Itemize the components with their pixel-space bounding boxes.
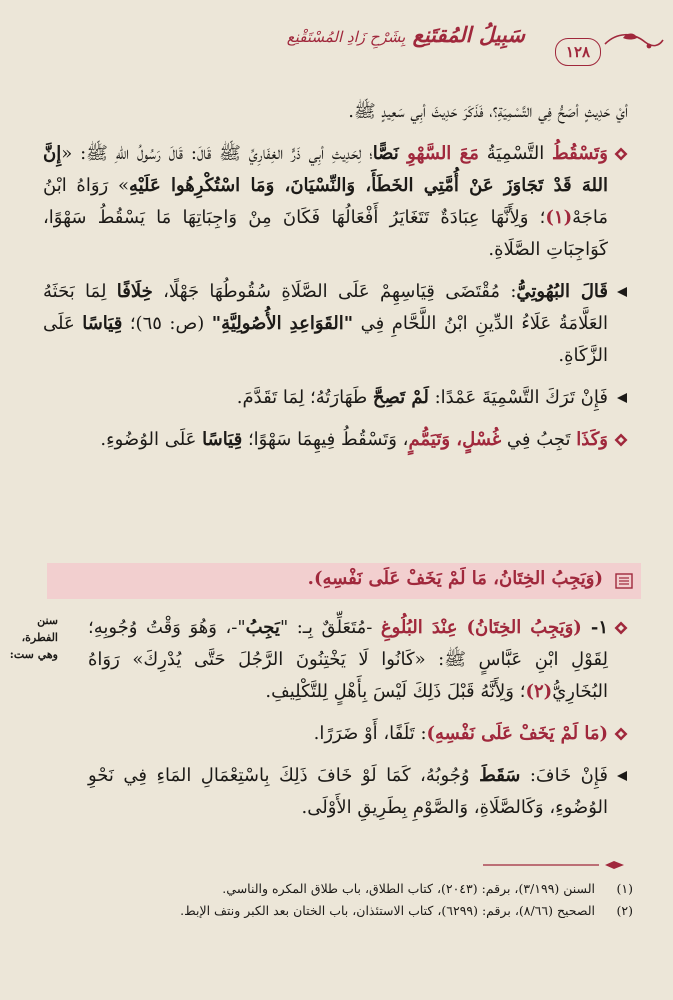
triangle-bullet-icon — [614, 285, 628, 299]
text-segment: غُسْلٍ، وَتَيَمُّمٍ — [408, 429, 502, 450]
footnotes — [38, 878, 633, 922]
footnote-number: (١) — [616, 881, 633, 896]
text-segment: (ص: ٦٥)؛ — [122, 313, 212, 334]
footnote — [38, 900, 633, 922]
margin-note-line: وهي ست: — [9, 648, 58, 661]
text-segment: (وَيَجِبُ الخِتَانُ) عِنْدَ البُلُوغِ — [380, 617, 582, 638]
text-segment: "القَوَاعِدِ الأُصُولِيَّةِ" — [211, 313, 354, 334]
main-text — [43, 96, 628, 466]
text-segment: (مَا لَمْ يَخَفْ عَلَى نَفْسِهِ) — [426, 723, 608, 744]
text-segment: ؛ وَلِأَنَّهَا عِبَادَةٌ تَتَغَايَرُ أَفْعَالُهَا فَكَانَ مِنْ وَاجِبَاتِهَا مَا يَسْقُطُ سَهْوًا، كَوَاجِبَاتِ الصَّلَاةِ. — [43, 207, 608, 260]
margin-note-line: سنن الفطرة، — [21, 614, 58, 644]
diamond-bullet-icon — [614, 433, 628, 447]
text-segment: قِيَاسًا — [202, 429, 243, 450]
text-segment: أيْ حَدِيثٍ أصَحُّ فِي التَّسْمِيَةِ؟، فَذَكَرَ حَدِيثَ أبِي سَعِيدٍ ﷺ. — [348, 101, 628, 122]
book-title-main: سَبِيلُ المُقتَنِع — [412, 22, 525, 47]
footnote-text: الصحيح (٨/٦٦)، برقم: (٦٢٩٩)، كتاب الاستئذان، باب الختان بعد الكبر ونتف الإبط. — [180, 903, 595, 918]
footnote-separator — [39, 860, 629, 870]
text-segment: (١) — [545, 207, 573, 228]
text-segment: قِيَاسًا — [82, 313, 123, 334]
page-header — [0, 8, 673, 78]
text-segment: سَقَطَ — [479, 765, 521, 786]
book-icon — [615, 572, 633, 590]
text-segment: » رَوَاهُ ابْنُ مَاجَهْ — [43, 175, 608, 228]
text-segment: تَجِبُ فِي — [501, 429, 577, 450]
paragraph — [43, 424, 628, 456]
section-text — [88, 612, 628, 834]
text-segment: التَّسْمِيَةُ — [478, 143, 553, 164]
text-segment: "-، وَهُوَ وَقْتُ وُجُوبِهِ؛ لِقَوْلِ ابْنِ عَبَّاسٍ ﷺ: «كَانُوا لَا يَخْتِنُونَ الرَّجُلَ حَتَّى يُدْرِكَ» رَوَاهُ البُخَارِيُّ — [88, 617, 608, 702]
paragraph — [43, 96, 628, 128]
paragraph — [43, 138, 628, 266]
text-segment: لَمْ تَصِحَّ — [372, 387, 429, 408]
text-segment: فَإِنْ تَرَكَ التَّسْمِيَةَ عَمْدًا: — [428, 387, 608, 408]
text-segment: قَالَ البُهُوتِيُّ — [516, 281, 609, 302]
text-segment: ؛ لِحَدِيثِ أبِي ذَرٍّ الغِفَارِيِّ ﷺ قَالَ: قَالَ رَسُولُ اللهِ ﷺ: « — [61, 143, 373, 164]
text-segment: عَلَى الوُضُوءِ. — [100, 429, 203, 450]
text-segment: عَلَى الزَّكَاةِ. — [43, 313, 608, 366]
text-segment: -مُتَعَلِّقٌ بِـ: " — [279, 617, 381, 638]
floral-ornament-icon — [603, 30, 665, 56]
footnote-number: (٢) — [616, 903, 633, 918]
margin-note — [8, 612, 58, 663]
text-segment: فَإِنْ خَافَ: — [520, 765, 608, 786]
banner-text: (وَيَجِبُ الخِتَانُ، مَا لَمْ يَخَفْ عَلَى نَفْسِهِ). — [307, 568, 603, 589]
section-banner — [47, 563, 641, 599]
diamond-bullet-icon — [614, 727, 628, 741]
diamond-bullet-icon — [614, 621, 628, 635]
triangle-bullet-icon — [614, 391, 628, 405]
diamond-bullet-icon — [614, 147, 628, 161]
paragraph — [88, 612, 628, 708]
text-segment: ١- — [581, 617, 608, 638]
paragraph — [43, 276, 628, 372]
paragraph — [88, 760, 628, 824]
page-number: ١٢٨ — [555, 38, 601, 66]
text-segment: : مُقْتَضَى قِيَاسِهِمْ عَلَى الصَّلَاةِ سُقُوطُهَا جَهْلًا، — [152, 281, 517, 302]
paragraph — [88, 718, 628, 750]
text-segment: : تَلَفًا، أَوْ ضَرَرًا. — [313, 723, 427, 744]
text-segment: خِلَافًا — [116, 281, 153, 302]
text-segment: طَهَارَتُهُ؛ لِمَا تَقَدَّمَ. — [236, 387, 373, 408]
text-segment: وُجُوبُهُ، كَمَا لَوْ خَافَ ذَلِكَ بِاسْتِعْمَالِ المَاءِ فِي نَحْوِ الوُضُوءِ، وَكَالصَّلَاةِ، وَالصَّوْمِ بِطَرِيقِ الأَوْلَى. — [88, 765, 608, 818]
book-title — [287, 22, 525, 47]
text-segment: نَصًّا — [372, 143, 408, 164]
text-segment: يَجِبُ — [245, 617, 280, 638]
book-title-subtitle: بِشَرْحِ زَادِ المُسْتَقْنِع — [286, 28, 406, 46]
text-segment: ، وَتَسْقُطُ فِيهِمَا سَهْوًا؛ — [242, 429, 409, 450]
footnote — [38, 878, 633, 900]
text-segment: مَعَ السَّهْوِ — [407, 143, 479, 164]
text-segment: إِنَّ اللهَ قَدْ تَجَاوَزَ عَنْ أُمَّتِي الخَطَأَ، وَالنِّسْيَانَ، وَمَا اسْتُكْرِهُوا عَلَيْهِ — [43, 143, 608, 196]
text-segment: (٢) — [525, 681, 553, 702]
text-segment: لِمَا بَحَثَهُ العَلَّامَةُ عَلَاءُ الدِّينِ ابْنُ اللَّحَّامِ فِي — [43, 281, 608, 334]
footnote-text: السنن (٣/١٩٩)، برقم: (٢٠٤٣)، كتاب الطلاق، باب طلاق المكره والناسي. — [222, 881, 595, 896]
triangle-bullet-icon — [614, 769, 628, 783]
text-segment: ؛ وَلِأَنَّهُ قَبْلَ ذَلِكَ لَيْسَ بِأَهْلٍ لِلتَّكْلِيفِ. — [265, 681, 526, 702]
text-segment: وَتَسْقُطُ — [552, 143, 608, 164]
paragraph — [43, 382, 628, 414]
text-segment: وَكَذَا — [576, 429, 608, 450]
